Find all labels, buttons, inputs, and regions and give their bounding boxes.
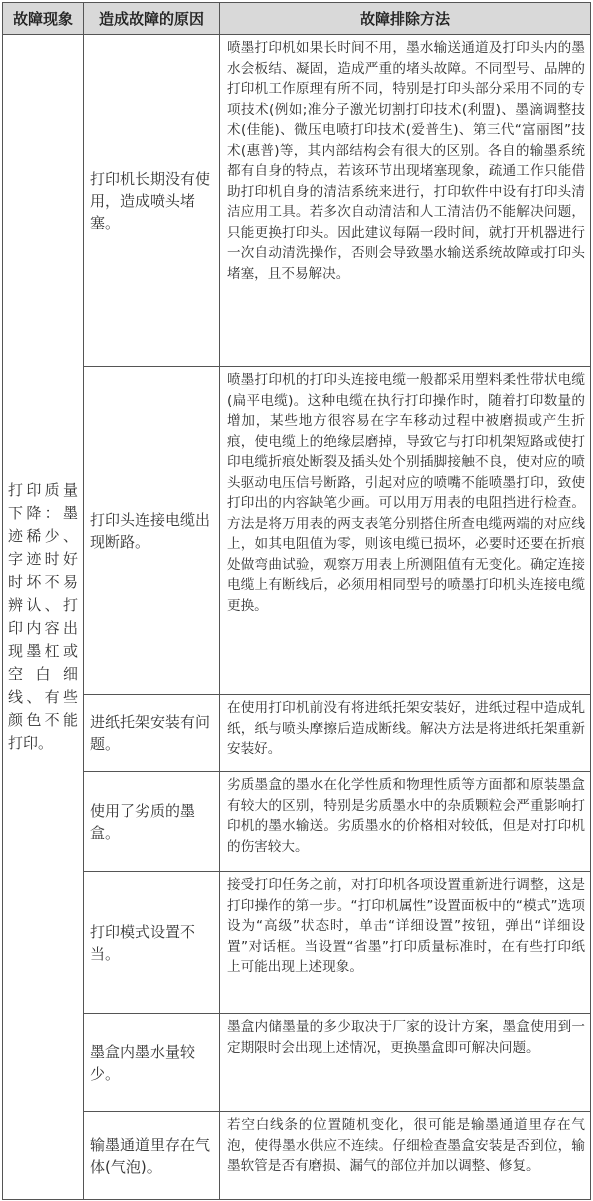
solution-cell: 喷墨打印机的打印头连接电缆一般都采用塑料柔性带状电缆(扁平电缆)。这种电缆在执行打印操作时，随着打印数量的增加，某些地方很容易在字车移动过程中被磨损或产生折痕，使电缆上的绝缘层磨掉，导致它与打印机架短路或使打印电缆折痕处断裂及插头处个别插脚接触不良，使对应的喷头驱动电压信号断路，引起对应的喷嘴不能喷墨打印，致使打印出的内容缺笔少画。可以用万用表的电阻挡进行检查。方法是将万用表的两支表笔分别搭住所查电缆两端的对应线上，如其电阻值为零，则该电缆已损坏，必要时还要在折痕处做弯曲试验，观察万用表上所测阻值有无变化。确定连接电缆上有断线后，必须用相同型号的喷墨打印机头连接电缆更换。 <box>220 367 591 695</box>
phenomenon-cell: 打印质量下降：墨迹稀少、字迹时好时坏不易辨认、打印内容出现墨杠或空白细线、有些颜色不能打印。 <box>3 35 84 1200</box>
solution-cell: 喷墨打印机如果长时间不用，墨水输送通道及打印头内的墨水会板结、凝固，造成严重的堵头故障。不同型号、品牌的打印机工作原理有所不同，特别是打印头部分采用不同的专项技术(例如;准分子激光切割打印技术(利盟)、墨滴调整技术(佳能)、微压电喷打印技术(爱普生)、第三代“富丽图”技术(惠普)等，其内部结构会有很大的区别。各自的输墨系统都有自身的特点，若该环节出现堵塞现象，疏通工作只能借助打印机自身的清洁系统来进行，打印软件中设有打印头清洁应用工具。若多次自动清洁和人工清洁仍不能解决问题，只能更换打印头。因此建议每隔一段时间，就打开机器进行一次自动清洗操作，否则会导致墨水输送系统故障或打印头堵塞，且不易解决。 <box>220 35 591 367</box>
solution-cell: 墨盒内储墨量的多少取决于厂家的设计方案，墨盒使用到一定期限时会出现上述情况，更换墨盒即可解决问题。 <box>220 1014 591 1112</box>
cause-cell: 打印头连接电缆出现断路。 <box>84 367 220 695</box>
cause-cell: 打印模式设置不当。 <box>84 872 220 1014</box>
header-solution: 故障排除方法 <box>220 3 591 35</box>
solution-cell: 劣质墨盒的墨水在化学性质和物理性质等方面都和原装墨盒有较大的区别，特别是劣质墨水中的杂质颗粒会严重影响打印机的墨水输送。劣质墨水的价格相对较低，但是对打印机的伤害较大。 <box>220 772 591 872</box>
cause-cell: 使用了劣质的墨盒。 <box>84 772 220 872</box>
cause-cell: 进纸托架安装有问题。 <box>84 695 220 772</box>
table-row <box>3 35 591 367</box>
header-cause: 造成故障的原因 <box>84 3 220 35</box>
table-row <box>3 1014 591 1112</box>
solution-cell: 在使用打印机前没有将进纸托架安装好，进纸过程中造成轧纸，纸与喷头摩擦后造成断线。解决方法是将进纸托架重新安装好。 <box>220 695 591 772</box>
table-row <box>3 695 591 772</box>
table-row <box>3 772 591 872</box>
cause-cell: 打印机长期没有使用，造成喷头堵塞。 <box>84 35 220 367</box>
solution-cell: 接受打印任务之前，对打印机各项设置重新进行调整，这是打印操作的第一步。“打印机属性”设置面板中的“模式”选项设为“高级”状态时，单击“详细设置”按钮，弹出“详细设置”对话框。当设置“省墨”打印质量标准时，在有些打印纸上可能出现上述现象。 <box>220 872 591 1014</box>
header-row <box>3 3 591 35</box>
header-phenomenon: 故障现象 <box>3 3 84 35</box>
cause-cell: 墨盒内墨水量较少。 <box>84 1014 220 1112</box>
table-row <box>3 367 591 695</box>
cause-cell: 输墨通道里存在气体(气泡)。 <box>84 1112 220 1200</box>
solution-cell: 若空白线条的位置随机变化，很可能是输墨通道里存在气泡，使得墨水供应不连续。仔细检查墨盒安装是否到位，输墨软管是否有磨损、漏气的部位并加以调整、修复。 <box>220 1112 591 1200</box>
troubleshooting-table <box>2 2 591 1200</box>
table-row <box>3 872 591 1014</box>
table-row <box>3 1112 591 1200</box>
